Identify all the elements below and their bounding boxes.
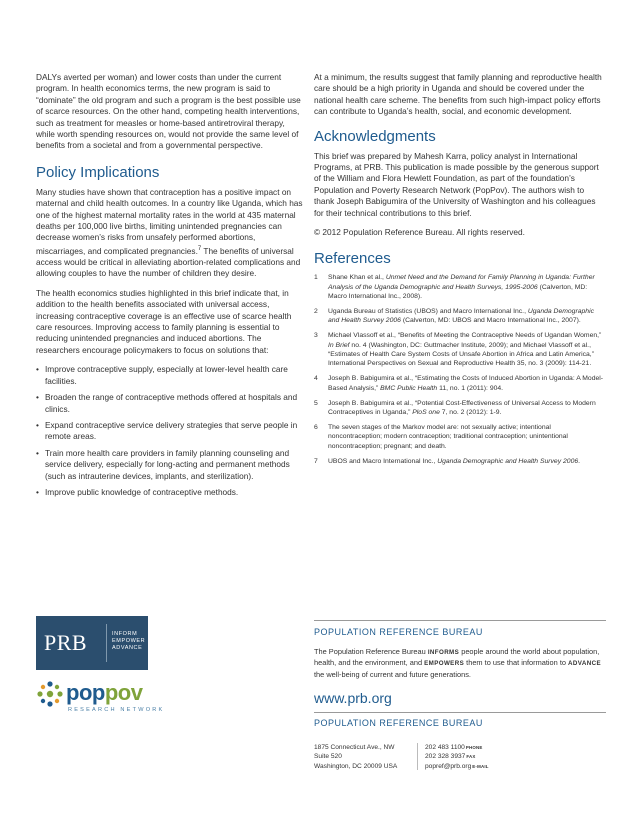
- acknowledgments-heading: Acknowledgments: [314, 127, 436, 145]
- bullet-icon: •: [36, 447, 39, 458]
- policy-implications-heading: Policy Implications: [36, 163, 160, 181]
- poppov-subtitle: RESEARCH NETWORK: [68, 707, 165, 713]
- top-divider: [314, 620, 606, 621]
- org-description: The Population Reference Bureau INFORMS people around the world about population, health, and the environment, and EMPOWERS them to use that information to ADVANCE the well-being of current and future generations.: [314, 647, 601, 679]
- website-link[interactable]: www.prb.org: [314, 690, 392, 706]
- conclusion-paragraph: At a minimum, the results suggest that family planning and reproductive health care should be a high priority in Uganda and should be covered under the national health care scheme. The benefits from such high-impact policy efforts can contribute to Uganda’s health, social, and economic development.: [314, 72, 602, 117]
- copyright-notice: © 2012 Population Reference Bureau. All rights reserved.: [314, 227, 525, 238]
- contact-info: [425, 743, 489, 771]
- prb-logo: [36, 616, 148, 670]
- bottom-divider: [314, 712, 606, 713]
- reference-item: 2 Uganda Bureau of Statistics (UBOS) and Macro International Inc., Uganda Demographic and Health Survey 2006 (Calverton, MD: UBOS and Macro International Inc., 2007).: [314, 308, 594, 325]
- logo-divider: [106, 624, 107, 662]
- email-address[interactable]: popref@prb.orgE-MAIL: [425, 762, 489, 770]
- org-heading-2: POPULATION REFERENCE BUREAU: [314, 718, 483, 728]
- poppov-logo: [36, 680, 196, 720]
- bullet-icon: •: [36, 364, 39, 375]
- solutions-list: [36, 364, 304, 498]
- reference-item: 5 Joseph B. Babigumira et al., “Potential Cost-Effectiveness of Universal Access to Modern Contraceptives in Uganda,” PloS one 7, no. 2 (2012): 1-9.: [314, 399, 596, 416]
- fax-number: 202 328 3937FAX: [425, 753, 476, 761]
- list-item: • Improve contraceptive supply, especially at lower-level health care facilities.: [36, 364, 288, 386]
- org-heading: POPULATION REFERENCE BUREAU: [314, 627, 483, 637]
- list-item: • Improve public knowledge of contraceptive methods.: [36, 486, 239, 497]
- prb-logo-letters: PRB: [44, 630, 88, 655]
- contact-divider: [417, 743, 418, 770]
- list-item: • Expand contraceptive service delivery strategies that serve people in remote areas.: [36, 419, 298, 442]
- reference-item: 1 Shane Khan et al., Unmet Need and the Demand for Family Planning in Uganda: Further Analysis of the Uganda Demographic and Health Surveys, 1995-2006 (Calverton, MD: Macro International Inc., 2008).: [314, 274, 595, 300]
- references-heading: References: [314, 250, 391, 268]
- list-item: • Broaden the range of contraceptive methods offered at hospitals and clinics.: [36, 392, 298, 414]
- right-column: [314, 72, 606, 472]
- reference-item: 4 Joseph B. Babigumira et al., “Estimating the Costs of Induced Abortion in Uganda: A Model-Based Analysis,” BMC Public Health 11, no. 1 (2011): 904.: [314, 375, 604, 392]
- bullet-icon: •: [36, 392, 39, 403]
- list-item: • Train more health care providers in family planning counseling and service delivery, especially for long-acting and permanent methods (such as intrauterine devices, implants, and sterilization).: [36, 447, 290, 481]
- left-column: [36, 72, 304, 503]
- poppov-wordmark: poppov: [66, 680, 143, 705]
- references-list: [314, 273, 606, 465]
- intro-paragraph: DALYs averted per woman) and lower costs than under the current program. In health economics terms, the new program is said to “dominate” the old program and such a program is the best possible use of scarce resources. On the other hand, competing health interventions, such as treatment for measles or home-based antiretroviral therapy, while worth spending resources on, would not provide the same level of benefits from a societal and from a governmental perspective.: [36, 72, 301, 151]
- policy-paragraph-2: The health economics studies highlighted in this brief indicate that, in addition to the health benefits associated with universal access, increasing contraceptive coverage is an effective use of scarce health care resources. Improving access to family planning is essential to reducing unintended pregnancies and induced abortions. The researchers encourage policymakers to focus on solutions that:: [36, 287, 292, 355]
- poppov-dots-icon: [36, 680, 64, 708]
- phone-number: 202 483 1100PHONE: [425, 744, 483, 751]
- reference-item: 7 UBOS and Macro International Inc., Uganda Demographic and Health Survey 2006.: [314, 457, 581, 465]
- prb-tagline: INFORM EMPOWER ADVANCE: [112, 631, 146, 651]
- reference-item: 6 The seven stages of the Markov model are: not sexually active; intentional noncontraception; modern contraception; traditional contraception; unintentional noncontraception; pregnant; and death.: [314, 424, 568, 450]
- reference-item: 3 Michael Vlassoff et al., “Benefits of Meeting the Contraceptive Needs of Ugandan Women,” In Brief no. 4 (Washington, DC: Guttmacher Institute, 2009); and Michael Vlassoff et al., “Estimates of Health Care System Costs of Unsafe Abortion in Africa and Latin America,” International Perspectives on Sexual and Reproductive Health 35, no. 3 (2009): 114-21.: [314, 332, 602, 368]
- mailing-address: 1875 Connecticut Ave., NW Suite 520 Washington, DC 20009 USA: [314, 744, 398, 770]
- acknowledgments-paragraph: This brief was prepared by Mahesh Karra, policy analyst in International Programs, at PRB. This publication is made possible by the generous support of the William and Flora Hewlett Foundation, as part of the foundation’s Population and Poverty Research Network (PopPov). The authors wish to thank Joseph Babigumira of the University of Washington and his colleagues for their technical contributions to this brief.: [314, 150, 599, 218]
- bullet-icon: •: [36, 486, 39, 497]
- policy-paragraph-1: Many studies have shown that contraception has a positive impact on maternal and child health outcomes. In a country like Uganda, which has one of the highest maternal mortality rates in the world at 435 maternal deaths per 100,000 live births, limiting unintended pregnancies can decrease women’s risks from unsafely performed abortions, miscarriages, and complicated pregnancies.$^7$ The benefits of universal access would be critical in alleviating abortion-related complications and allowing couples to have the number of children they desire.: [36, 186, 303, 279]
- bullet-icon: •: [36, 419, 39, 430]
